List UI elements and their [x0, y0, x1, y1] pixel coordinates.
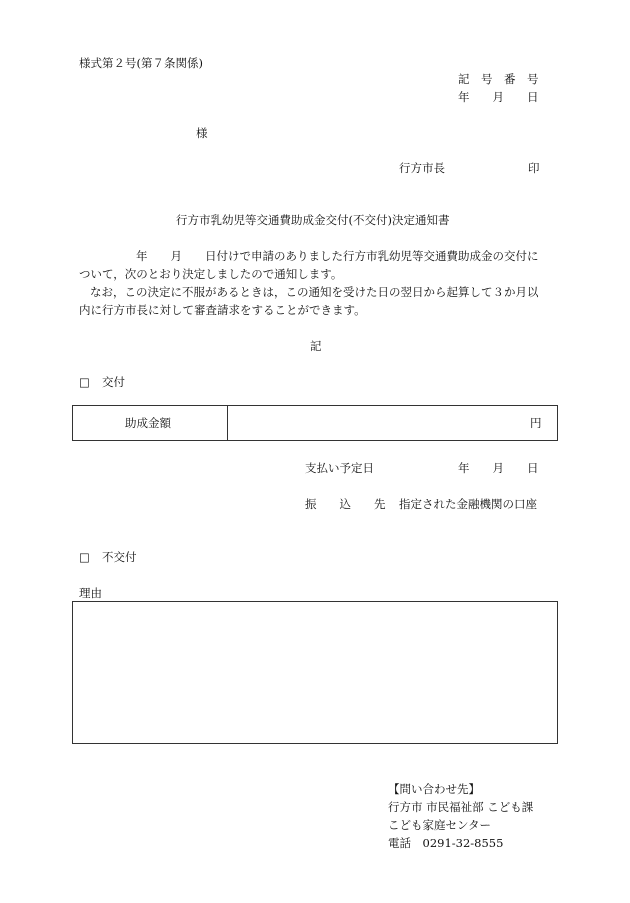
reject-checkbox[interactable]: □ [79, 550, 90, 564]
body-line-1: 年 月 日付けで申請のありました行方市乳幼児等交通費助成金の交付に [136, 249, 539, 263]
ki-label: 記 [310, 339, 322, 353]
contact-dept: 行方市 市民福祉部 こども課 [388, 800, 534, 814]
addressee-suffix: 様 [196, 126, 208, 140]
transfer-label: 振 込 先 [305, 497, 386, 511]
contact-heading: 【問い合わせ先】 [388, 782, 480, 796]
amount-table [72, 405, 558, 441]
doc-number-label: 記 号 番 号 [458, 72, 539, 86]
body-line-2: ついて，次のとおり決定しましたので通知します。 [79, 267, 343, 281]
reason-label: 理由 [79, 586, 102, 600]
payment-date-label: 支払い予定日 [305, 461, 374, 475]
contact-center: こども家庭センター [388, 818, 492, 832]
body-line-3: なお，この決定に不服があるときは，この通知を受けた日の翌日から起算して３か月以 [90, 285, 539, 299]
payment-date-value: 年 月 日 [458, 461, 539, 475]
page-title: 行方市乳幼児等交通費助成金交付(不交付)決定通知書 [176, 213, 450, 227]
grant-checkbox[interactable]: □ [79, 375, 90, 389]
reason-box [72, 601, 558, 744]
transfer-value: 指定された金融機関の口座 [399, 497, 537, 511]
reject-label: 不交付 [102, 550, 137, 564]
issuer: 行方市長 [399, 161, 445, 175]
form-label: 様式第２号(第７条関係) [79, 56, 203, 70]
contact-phone: 電話 0291-32-8555 [388, 836, 504, 850]
date-label: 年 月 日 [458, 90, 539, 104]
amount-table-divider [227, 406, 228, 440]
body-line-4: 内に行方市長に対して審査請求をすることができます。 [79, 303, 366, 317]
seal: 印 [528, 161, 540, 175]
grant-label: 交付 [102, 375, 125, 389]
amount-label: 助成金額 [125, 416, 171, 430]
amount-unit: 円 [530, 416, 542, 430]
